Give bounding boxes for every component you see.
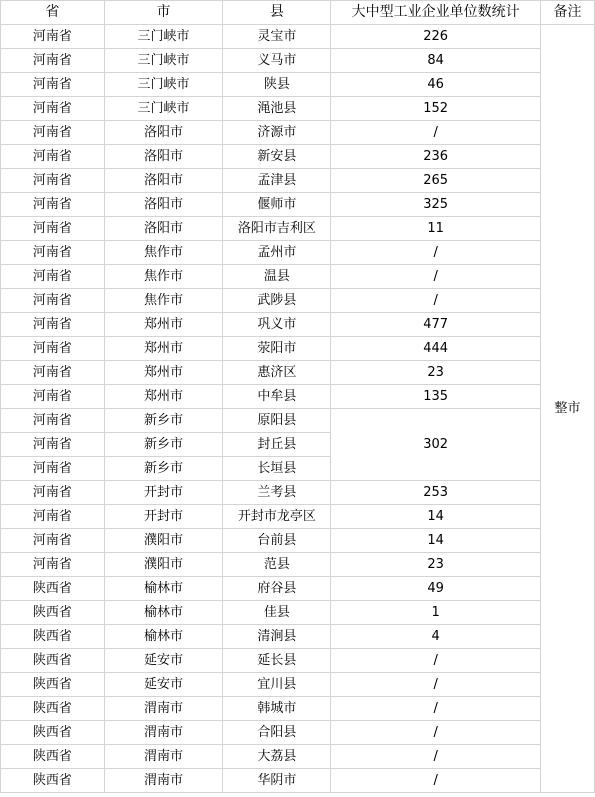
enterprise-count-cell[interactable]: 226 <box>331 25 541 49</box>
city-cell[interactable]: 郑州市 <box>104 337 223 361</box>
table-row <box>1 193 595 217</box>
table-row <box>1 73 595 97</box>
table-row <box>1 145 595 169</box>
table-row <box>1 673 595 697</box>
enterprise-count-cell[interactable]: 302 <box>331 409 541 481</box>
table-row <box>1 121 595 145</box>
province-cell[interactable]: 河南省 <box>1 481 105 505</box>
enterprise-count-cell[interactable]: 1 <box>331 601 541 625</box>
city-cell[interactable]: 濮阳市 <box>104 553 223 577</box>
province-cell[interactable]: 河南省 <box>1 145 105 169</box>
table-row <box>1 385 595 409</box>
province-cell[interactable]: 河南省 <box>1 241 105 265</box>
header-county[interactable]: 县 <box>223 1 331 25</box>
table-row <box>1 577 595 601</box>
city-cell[interactable]: 洛阳市 <box>104 169 223 193</box>
city-cell[interactable]: 郑州市 <box>104 361 223 385</box>
table-row <box>1 721 595 745</box>
header-row <box>1 1 595 25</box>
table-row <box>1 361 595 385</box>
county-cell[interactable]: 中牟县 <box>223 385 331 409</box>
county-cell[interactable]: 济源市 <box>223 121 331 145</box>
county-cell[interactable]: 封丘县 <box>223 433 331 457</box>
enterprise-count-cell[interactable]: 265 <box>331 169 541 193</box>
enterprise-count-cell[interactable]: 49 <box>331 577 541 601</box>
city-cell[interactable]: 渭南市 <box>104 769 223 793</box>
county-cell[interactable]: 孟津县 <box>223 169 331 193</box>
city-cell[interactable]: 榆林市 <box>104 601 223 625</box>
county-cell[interactable]: 华阴市 <box>223 769 331 793</box>
county-cell[interactable]: 陕县 <box>223 73 331 97</box>
county-cell[interactable]: 洛阳市吉利区 <box>223 217 331 241</box>
city-cell[interactable]: 洛阳市 <box>104 193 223 217</box>
table-row <box>1 553 595 577</box>
province-cell[interactable]: 河南省 <box>1 265 105 289</box>
header-enterprise-count[interactable]: 大中型工业企业单位数统计 <box>331 1 541 25</box>
county-cell[interactable]: 延长县 <box>223 649 331 673</box>
city-cell[interactable]: 焦作市 <box>104 289 223 313</box>
province-cell[interactable]: 河南省 <box>1 385 105 409</box>
table-row <box>1 505 595 529</box>
enterprise-count-cell[interactable]: 84 <box>331 49 541 73</box>
city-cell[interactable]: 郑州市 <box>104 385 223 409</box>
province-cell[interactable]: 河南省 <box>1 409 105 433</box>
county-cell[interactable]: 渑池县 <box>223 97 331 121</box>
province-cell[interactable]: 河南省 <box>1 433 105 457</box>
city-cell[interactable]: 三门峡市 <box>104 49 223 73</box>
city-cell[interactable]: 渭南市 <box>104 697 223 721</box>
table-row <box>1 265 595 289</box>
enterprise-count-cell[interactable]: / <box>331 745 541 769</box>
city-cell[interactable]: 榆林市 <box>104 577 223 601</box>
enterprise-count-cell[interactable]: 14 <box>331 529 541 553</box>
province-cell[interactable]: 陕西省 <box>1 601 105 625</box>
county-cell[interactable]: 长垣县 <box>223 457 331 481</box>
city-cell[interactable]: 三门峡市 <box>104 97 223 121</box>
province-cell[interactable]: 陕西省 <box>1 745 105 769</box>
city-cell[interactable]: 延安市 <box>104 673 223 697</box>
enterprise-count-cell[interactable]: 253 <box>331 481 541 505</box>
province-cell[interactable]: 陕西省 <box>1 625 105 649</box>
table-row <box>1 409 595 433</box>
county-cell[interactable]: 偃师市 <box>223 193 331 217</box>
city-cell[interactable]: 三门峡市 <box>104 73 223 97</box>
table-row <box>1 625 595 649</box>
enterprise-count-cell[interactable]: 444 <box>331 337 541 361</box>
province-cell[interactable]: 陕西省 <box>1 697 105 721</box>
enterprise-count-cell[interactable]: 23 <box>331 553 541 577</box>
enterprise-count-cell[interactable]: 14 <box>331 505 541 529</box>
province-cell[interactable]: 河南省 <box>1 73 105 97</box>
province-cell[interactable]: 河南省 <box>1 169 105 193</box>
enterprise-count-cell[interactable]: 46 <box>331 73 541 97</box>
table-row <box>1 169 595 193</box>
county-cell[interactable]: 新安县 <box>223 145 331 169</box>
city-cell[interactable]: 新乡市 <box>104 433 223 457</box>
remark-cell[interactable]: 整市 <box>541 25 595 793</box>
county-cell[interactable]: 巩义市 <box>223 313 331 337</box>
province-cell[interactable]: 河南省 <box>1 361 105 385</box>
enterprise-count-cell[interactable]: / <box>331 673 541 697</box>
city-cell[interactable]: 洛阳市 <box>104 121 223 145</box>
county-cell[interactable]: 荥阳市 <box>223 337 331 361</box>
enterprise-count-cell[interactable]: / <box>331 697 541 721</box>
header-city[interactable]: 市 <box>104 1 223 25</box>
city-cell[interactable]: 洛阳市 <box>104 217 223 241</box>
province-cell[interactable]: 河南省 <box>1 553 105 577</box>
county-cell[interactable]: 清涧县 <box>223 625 331 649</box>
table-row <box>1 25 595 49</box>
province-cell[interactable]: 河南省 <box>1 337 105 361</box>
table-row <box>1 745 595 769</box>
table-row <box>1 241 595 265</box>
county-cell[interactable]: 义马市 <box>223 49 331 73</box>
city-cell[interactable]: 延安市 <box>104 649 223 673</box>
city-cell[interactable]: 渭南市 <box>104 745 223 769</box>
county-cell[interactable]: 台前县 <box>223 529 331 553</box>
county-cell[interactable]: 温县 <box>223 265 331 289</box>
enterprise-count-cell[interactable]: / <box>331 241 541 265</box>
enterprise-count-cell[interactable]: / <box>331 649 541 673</box>
province-cell[interactable]: 河南省 <box>1 97 105 121</box>
county-cell[interactable]: 大荔县 <box>223 745 331 769</box>
city-cell[interactable]: 新乡市 <box>104 409 223 433</box>
table-row <box>1 697 595 721</box>
table-row <box>1 313 595 337</box>
county-cell[interactable]: 府谷县 <box>223 577 331 601</box>
table-row <box>1 769 595 793</box>
county-cell[interactable]: 范县 <box>223 553 331 577</box>
enterprise-count-cell[interactable]: 4 <box>331 625 541 649</box>
province-cell[interactable]: 陕西省 <box>1 721 105 745</box>
city-cell[interactable]: 新乡市 <box>104 457 223 481</box>
city-cell[interactable]: 焦作市 <box>104 241 223 265</box>
province-cell[interactable]: 河南省 <box>1 289 105 313</box>
province-cell[interactable]: 河南省 <box>1 193 105 217</box>
province-cell[interactable]: 河南省 <box>1 49 105 73</box>
city-cell[interactable]: 渭南市 <box>104 721 223 745</box>
city-cell[interactable]: 三门峡市 <box>104 25 223 49</box>
city-cell[interactable]: 开封市 <box>104 505 223 529</box>
province-cell[interactable]: 河南省 <box>1 121 105 145</box>
city-cell[interactable]: 开封市 <box>104 481 223 505</box>
city-cell[interactable]: 洛阳市 <box>104 145 223 169</box>
table-body <box>1 25 595 793</box>
enterprise-count-cell[interactable]: 477 <box>331 313 541 337</box>
county-cell[interactable]: 合阳县 <box>223 721 331 745</box>
province-cell[interactable]: 河南省 <box>1 25 105 49</box>
province-cell[interactable]: 陕西省 <box>1 673 105 697</box>
county-cell[interactable]: 原阳县 <box>223 409 331 433</box>
enterprise-count-cell[interactable]: / <box>331 265 541 289</box>
header-province[interactable]: 省 <box>1 1 105 25</box>
enterprise-count-cell[interactable]: / <box>331 289 541 313</box>
table-row <box>1 601 595 625</box>
enterprise-count-cell[interactable]: 23 <box>331 361 541 385</box>
county-cell[interactable]: 惠济区 <box>223 361 331 385</box>
city-cell[interactable]: 濮阳市 <box>104 529 223 553</box>
table-row <box>1 97 595 121</box>
table-row <box>1 481 595 505</box>
city-cell[interactable]: 郑州市 <box>104 313 223 337</box>
city-cell[interactable]: 榆林市 <box>104 625 223 649</box>
enterprise-count-cell[interactable]: 325 <box>331 193 541 217</box>
county-cell[interactable]: 宜川县 <box>223 673 331 697</box>
table-row <box>1 529 595 553</box>
table-row <box>1 217 595 241</box>
county-cell[interactable]: 开封市龙亭区 <box>223 505 331 529</box>
table-row <box>1 289 595 313</box>
province-cell[interactable]: 陕西省 <box>1 649 105 673</box>
enterprise-count-cell[interactable]: 135 <box>331 385 541 409</box>
enterprise-count-cell[interactable]: 152 <box>331 97 541 121</box>
county-cell[interactable]: 韩城市 <box>223 697 331 721</box>
province-cell[interactable]: 河南省 <box>1 505 105 529</box>
city-cell[interactable]: 焦作市 <box>104 265 223 289</box>
county-cell[interactable]: 佳县 <box>223 601 331 625</box>
enterprise-count-cell[interactable]: / <box>331 769 541 793</box>
province-cell[interactable]: 河南省 <box>1 457 105 481</box>
table-row <box>1 337 595 361</box>
header-remark[interactable]: 备注 <box>541 1 595 25</box>
table-row <box>1 49 595 73</box>
province-cell[interactable]: 陕西省 <box>1 769 105 793</box>
province-cell[interactable]: 河南省 <box>1 529 105 553</box>
county-cell[interactable]: 武陟县 <box>223 289 331 313</box>
enterprise-count-cell[interactable]: / <box>331 121 541 145</box>
enterprise-count-cell[interactable]: / <box>331 721 541 745</box>
county-cell[interactable]: 灵宝市 <box>223 25 331 49</box>
province-cell[interactable]: 河南省 <box>1 217 105 241</box>
province-cell[interactable]: 河南省 <box>1 313 105 337</box>
enterprise-count-cell[interactable]: 11 <box>331 217 541 241</box>
county-cell[interactable]: 兰考县 <box>223 481 331 505</box>
county-cell[interactable]: 孟州市 <box>223 241 331 265</box>
province-cell[interactable]: 陕西省 <box>1 577 105 601</box>
table-row <box>1 649 595 673</box>
enterprise-count-cell[interactable]: 236 <box>331 145 541 169</box>
